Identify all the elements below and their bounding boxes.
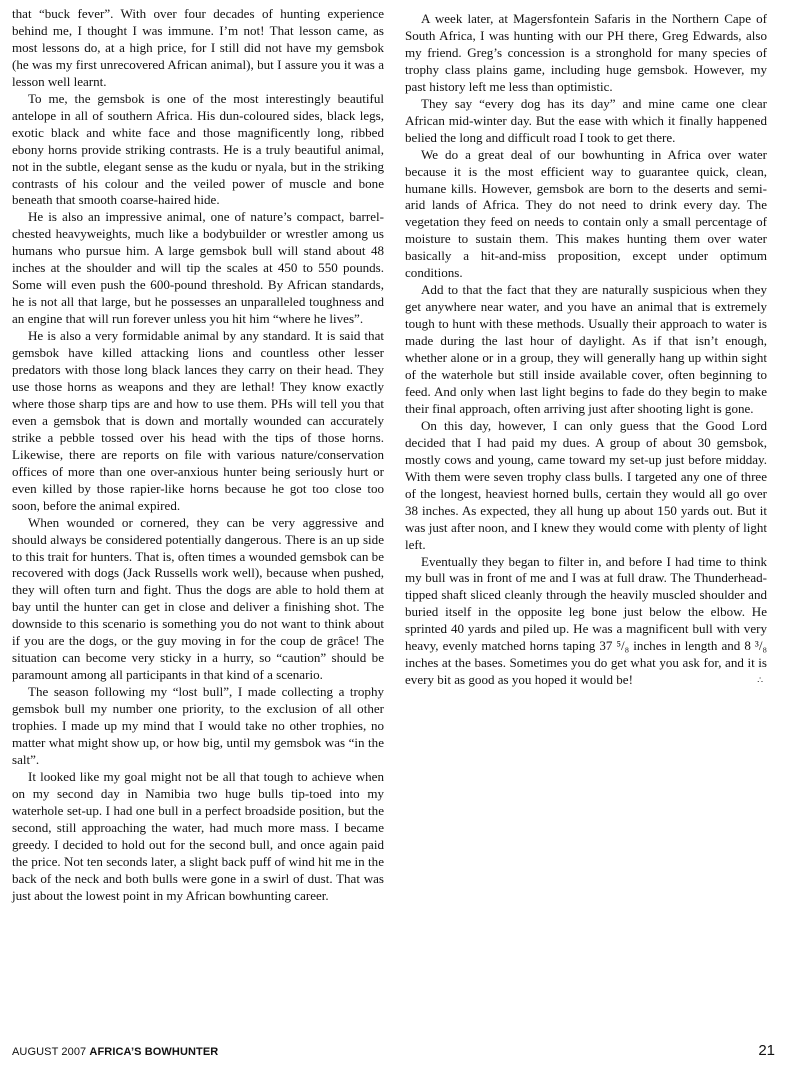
paragraph: We do a great deal of our bowhunting in Africa over water because it is the most efficient way to guarantee quick, clean, humane kills. However, gemsbok are born to the deserts and semi-arid lands of Africa. They do not need to drink every day. The vegetation they feed on needs to contain only a small percentage of moisture to sustain them. This makes hunting them over water basically a hit-and-miss proposition, except under optimum conditions. (405, 146, 767, 281)
paragraph: that “buck fever”. With over four decades of hunting experience behind me, I thought I was immune. I’m not! That lesson came, as most lessons do, at a high price, for I still did not have my gemsbok (he was my first unrecovered African animal), but I assure you it was a lesson well learnt. (12, 6, 384, 89)
paragraph-last (405, 554, 767, 690)
paragraph: When wounded or cornered, they can be very aggressive and should always be considered potentially dangerous. There is an up side to this trait for hunters. That is, often times a wounded gemsbok can be recovered with dogs (Jack Russells work well), because when pushed, they will often turn and fight. Thus the dogs are able to hold them at bay until the hunter can get in close and deliver a finishing shot. The downside to this scenario is something you do not want to think about if you are the dogs, or the guy moving in for the coup de grâce! The situation can become very sticky in a hurry, so “caution” should be paramount among all participants in that kind of a scenario. (12, 514, 384, 683)
right-column (405, 11, 767, 689)
paragraph: On this day, however, I can only guess that the Good Lord decided that I had paid my dues. A group of about 30 gemsbok, mostly cows and young, came toward my set-up just before midday. With them were seven trophy class bulls. I targeted any one of three of the longest, heaviest horned bulls, certain they would all go over 38 inches. As expected, they all hung up about 150 yards out. But it was just after noon, and I knew they would come with plenty of light left. (405, 417, 767, 552)
left-column (12, 6, 384, 905)
publication-name: AFRICA’S BOWHUNTER (89, 1046, 219, 1058)
issue-date: AUGUST 2007 (12, 1046, 87, 1058)
paragraph: He is also an impressive animal, one of nature’s compact, barrel-chested heavyweights, much like a bodybuilder or wrestler among us humans who pursue him. A large gemsbok bull will stand about 48 inches at the shoulder and will tip the scales at 450 to 550 pounds. Some will even push the 600-pound threshold. By African standards, he is not all that large, but he possesses an unparalleled toughness and an engine that will run forever unless you hit him “where he lives”. (12, 209, 384, 327)
end-of-article-icon: ∴ (757, 675, 763, 686)
paragraph: A week later, at Magersfontein Safaris in the Northern Cape of South Africa, I was hunting with our PH there, Greg Edwards, also my friend. Greg’s concession is a stronghold for many species of trophy class plains game, including huge gemsbok. However, my past history left me less than optimistic. (405, 11, 767, 94)
paragraph: To me, the gemsbok is one of the most interestingly beautiful antelope in all of southern Africa. His dun-coloured sides, black legs, exotic black and white face and those magnificently long, ribbed ebony horns provide striking contrasts. He is a truly beautiful animal, not in the subtle, elegant sense as the kudu or nyala, but in the striking contrasts of his colour and the veiled power of muscle and bone beneath that smooth coarse-haired hide. (12, 90, 384, 208)
paragraph: He is also a very formidable animal by any standard. It is said that gemsbok have killed attacking lions and countless other lesser predators with those long black lances they carry on their head. They use those horns as weapons and they are lethal! They know exactly where those sharp tips are and how to use them. PHs will tell you that even a gemsbok that is down and mortally wounded can accurately strike a pebble tossed over his head with the tips of those horns. Likewise, there are reports on file with various nature/conservation offices of more than one over-anxious hunter being seriously hurt or even killed by those rapier-like horns because he got too close too soon, before the animal expired. (12, 328, 384, 513)
paragraph: The season following my “lost bull”, I made collecting a trophy gemsbok bull my number one priority, to the exclusion of all other trophies. I made up my mind that I would take no other trophies, no matter what might show up, or how big, until my gemsbok was “in the salt”. (12, 684, 384, 767)
paragraph-text: Eventually they began to filter in, and before I had time to think my bull was in front of me and I was at full draw. The Thunderhead-tipped shaft sliced cleanly through the heavily muscled shoulder and buried itself in the opposite leg bone just below the elbow. He sprinted 40 yards and piled up. He was a magnificent bull with very heavy, evenly matched horns taping 37 ⁵/₈ inches in length and 8 ³/₈ inches at the bases. Sometimes you do get what you ask for, and it is every bit as good as you hoped it would be! (405, 553, 767, 688)
paragraph: It looked like my goal might not be all that tough to achieve when on my second day in Namibia two huge bulls tip-toed into my waterhole set-up. I had one bull in a perfect broadside position, but the second, still approaching the water, had much more mass. I became greedy. I decided to hold out for the second bull, and once again paid the price. Not ten seconds later, a slight back puff of wind hit me in the back of the neck and both bulls were gone in a swirl of dust. That was just about the lowest point in my African bowhunting career. (12, 768, 384, 903)
page-number: 21 (758, 1042, 775, 1059)
paragraph: Add to that the fact that they are naturally suspicious when they get anywhere near water, and you have an animal that is extremely tough to hunt with these methods. Usually their approach to water is made during the last hour of daylight. As if that isn’t enough, whether alone or in a group, they will generally hang up within sight of the waterhole but still inside available cover, often beginning to feed. And only when last light begins to fade do they begin to make their final approach, often arriving just after shooting light is gone. (405, 282, 767, 416)
footer (12, 1046, 218, 1058)
paragraph: They say “every dog has its day” and mine came one clear African mid-winter day. But the ease with which it finally happened belied the long and difficult road I took to get there. (405, 95, 767, 145)
